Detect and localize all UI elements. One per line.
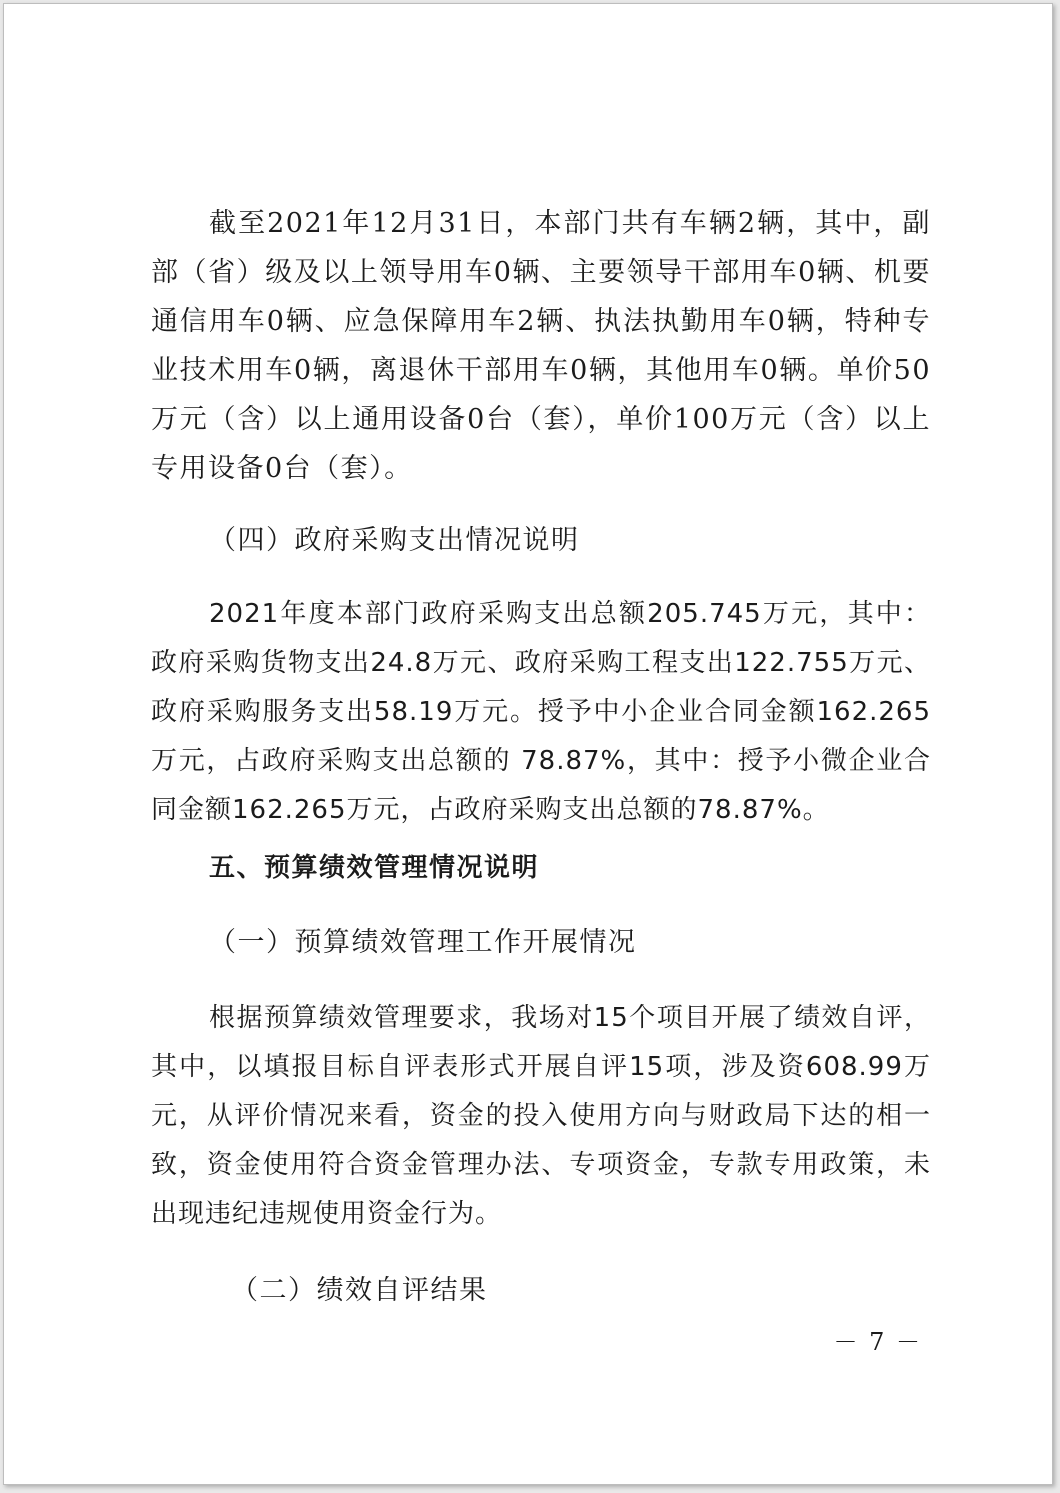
paragraph-performance: 根据预算绩效管理要求，我场对15个项目开展了绩效自评，其中，以填报目标自评表形式开展自评15项，涉及资608.99万元，从评价情况来看，资金的投入使用方向与财政局下达的相一致，资金使用符合资金管理办法、专项资金，专款专用政策，未出现违纪违规使用资金行为。 xyxy=(151,1003,931,1229)
paragraph-procurement: 2021年度本部门政府采购支出总额205.745万元，其中：政府采购货物支出24.8万元、政府采购工程支出122.755万元、政府采购服务支出58.19万元。授予中小企业合同金额162.265万元，占政府采购支出总额的 78.87%，其中：授予小微企业合同金额162.265万元，占政府采购支出总额的78.87%。 xyxy=(151,599,931,825)
document-page xyxy=(3,3,1053,1485)
heading-section-five: 五、预算绩效管理情况说明 xyxy=(209,853,540,883)
heading-procurement: （四）政府采购支出情况说明 xyxy=(209,525,580,556)
document-body xyxy=(151,199,931,1315)
page-number: － 7 － xyxy=(833,1328,922,1356)
paragraph-vehicles: 截至2021年12月31日，本部门共有车辆2辆，其中，副部（省）级及以上领导用车0辆、主要领导干部用车0辆、机要通信用车0辆、应急保障用车2辆、执法执勤用车0辆，特种专业技术用车0辆，离退休干部用车0辆，其他用车0辆。单价50万元（含）以上通用设备0台（套），单价100万元（含）以上专用设备0台（套）。 xyxy=(151,208,931,484)
heading-work: （一）预算绩效管理工作开展情况 xyxy=(209,927,637,958)
heading-results: （二）绩效自评结果 xyxy=(231,1275,488,1306)
